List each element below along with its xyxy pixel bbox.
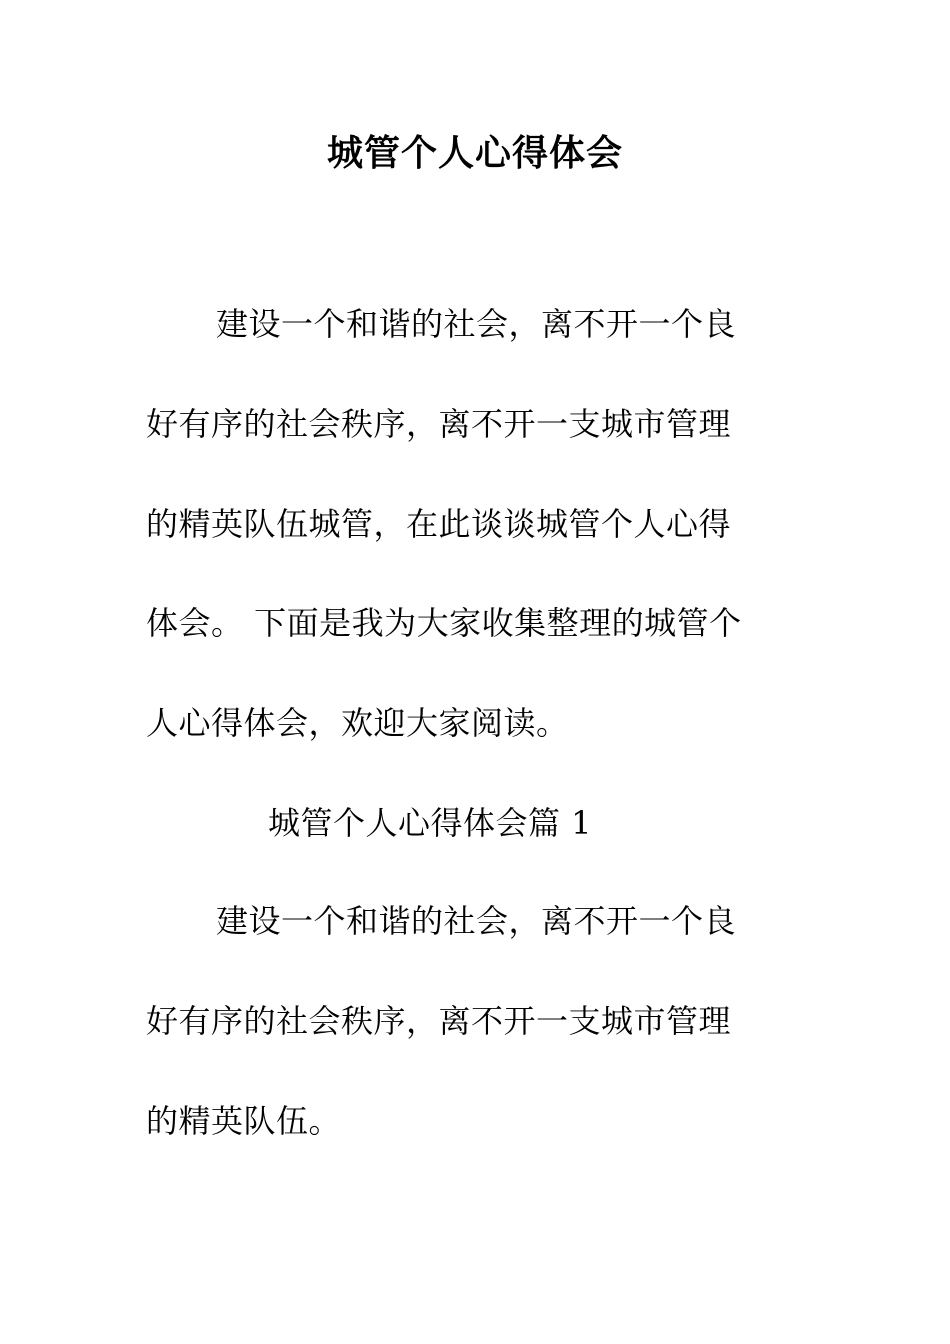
intro-line-5: 人心得体会，欢迎大家阅读。: [146, 704, 569, 742]
document-title: 城管个人心得体会: [326, 132, 623, 174]
intro-line-4: 体会。 下面是我为大家收集整理的城管个: [146, 604, 742, 642]
intro-line-1: 建设一个和谐的社会，离不开一个良: [216, 305, 737, 343]
section-line-1: 建设一个和谐的社会，离不开一个良: [216, 902, 737, 940]
intro-line-3: 的精英队伍城管，在此谈谈城管个人心得: [146, 505, 732, 543]
intro-line-2: 好有序的社会秩序，离不开一支城市管理: [146, 405, 732, 443]
section-line-2: 好有序的社会秩序，离不开一支城市管理: [146, 1002, 732, 1040]
section-line-3: 的精英队伍。: [146, 1102, 342, 1140]
section-heading: 城管个人心得体会篇 1: [268, 804, 593, 842]
